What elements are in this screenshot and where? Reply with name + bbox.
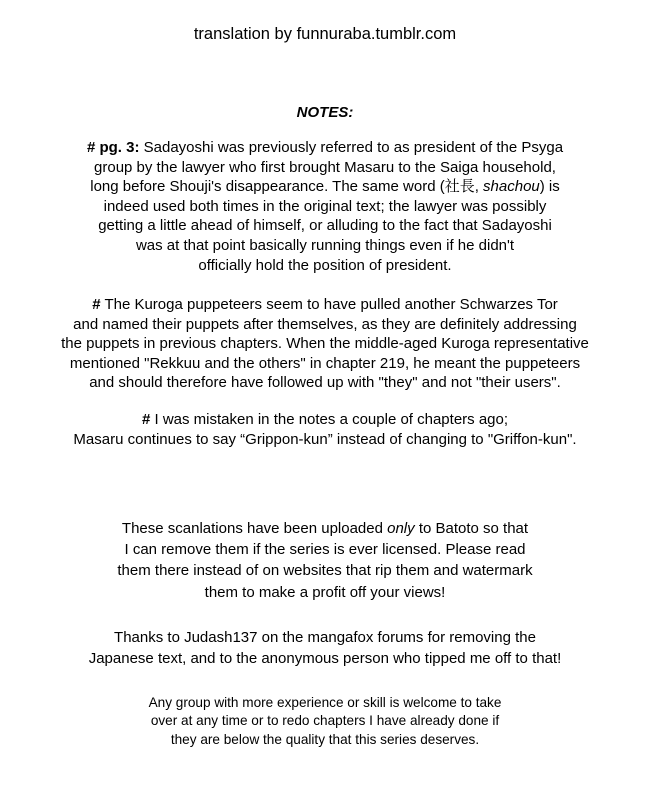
note-marker: # pg. 3: (86, 139, 140, 156)
note-line (0, 138, 650, 158)
note-kuroga-puppeteers (0, 295, 650, 393)
note-line: getting a little ahead of himself, or alluding to the fact that Sadayoshi (98, 217, 552, 235)
note-text: The Kuroga puppeteers seem to have pulled another Schwarzes Tor (100, 296, 558, 313)
notice-line: them there instead of on websites that rip them and watermark (117, 562, 533, 580)
notice-text: to Batoto so that (414, 520, 529, 537)
emphasis-only: only (387, 520, 415, 537)
credit-text: translation by funnuraba.tumblr.com (193, 25, 457, 43)
note-line (0, 410, 650, 430)
thanks-line: Thanks to Judash137 on the mangafox forums for removing the (114, 629, 536, 646)
note-line: and should therefore have followed up with "they" and not "their users". (89, 374, 561, 392)
note-marker: # (141, 411, 151, 428)
romanized-term: shachou (483, 178, 540, 196)
upload-notice (0, 518, 650, 603)
note-grippon-kun (0, 410, 650, 449)
note-page-3 (0, 138, 650, 275)
translation-credit (0, 24, 650, 44)
note-line (0, 177, 650, 197)
thanks-line: Japanese text, and to the anonymous person who tipped me off to that! (88, 650, 562, 668)
notice-line: them to make a profit off your views! (204, 583, 446, 601)
note-line: and named their puppets after themselves, as they are definitely addressing (73, 315, 577, 333)
note-line: mentioned "Rekkuu and the others" in chapter 219, he meant the puppeteers (69, 354, 581, 372)
note-line (0, 295, 650, 315)
notes-heading (0, 103, 650, 122)
note-text: Sadayoshi was previously referred to as president of the Psyga (143, 139, 564, 156)
note-line: group by the lawyer who first brought Masaru to the Saiga household, (94, 158, 556, 176)
note-line: Masaru continues to say “Grippon-kun” instead of changing to "Griffon-kun". (73, 430, 577, 448)
notice-line: I can remove them if the series is ever licensed. Please read (124, 541, 526, 559)
note-text: I was mistaken in the notes a couple of chapters ago; (150, 411, 509, 428)
note-text: long before Shouji's disappearance. The same word (社長, (90, 178, 484, 196)
thanks-paragraph (0, 627, 650, 669)
note-line: officially hold the position of president. (198, 256, 452, 274)
invitation-line: over at any time or to redo chapters I have already done if (150, 713, 500, 729)
invitation-paragraph (0, 694, 650, 749)
note-marker: # (92, 296, 101, 313)
invitation-line: they are below the quality that this series deserves. (170, 731, 480, 747)
notice-text: These scanlations have been uploaded (121, 520, 388, 537)
note-line: was at that point basically running things even if he didn't (135, 236, 515, 254)
notes-title: NOTES: (296, 104, 354, 121)
notice-line (0, 518, 650, 539)
note-text: ) is (539, 178, 560, 196)
note-line: indeed used both times in the original text; the lawyer was possibly (103, 197, 547, 215)
invitation-line: Any group with more experience or skill is welcome to take (148, 695, 502, 710)
note-line: the puppets in previous chapters. When the middle-aged Kuroga representative (61, 335, 589, 353)
